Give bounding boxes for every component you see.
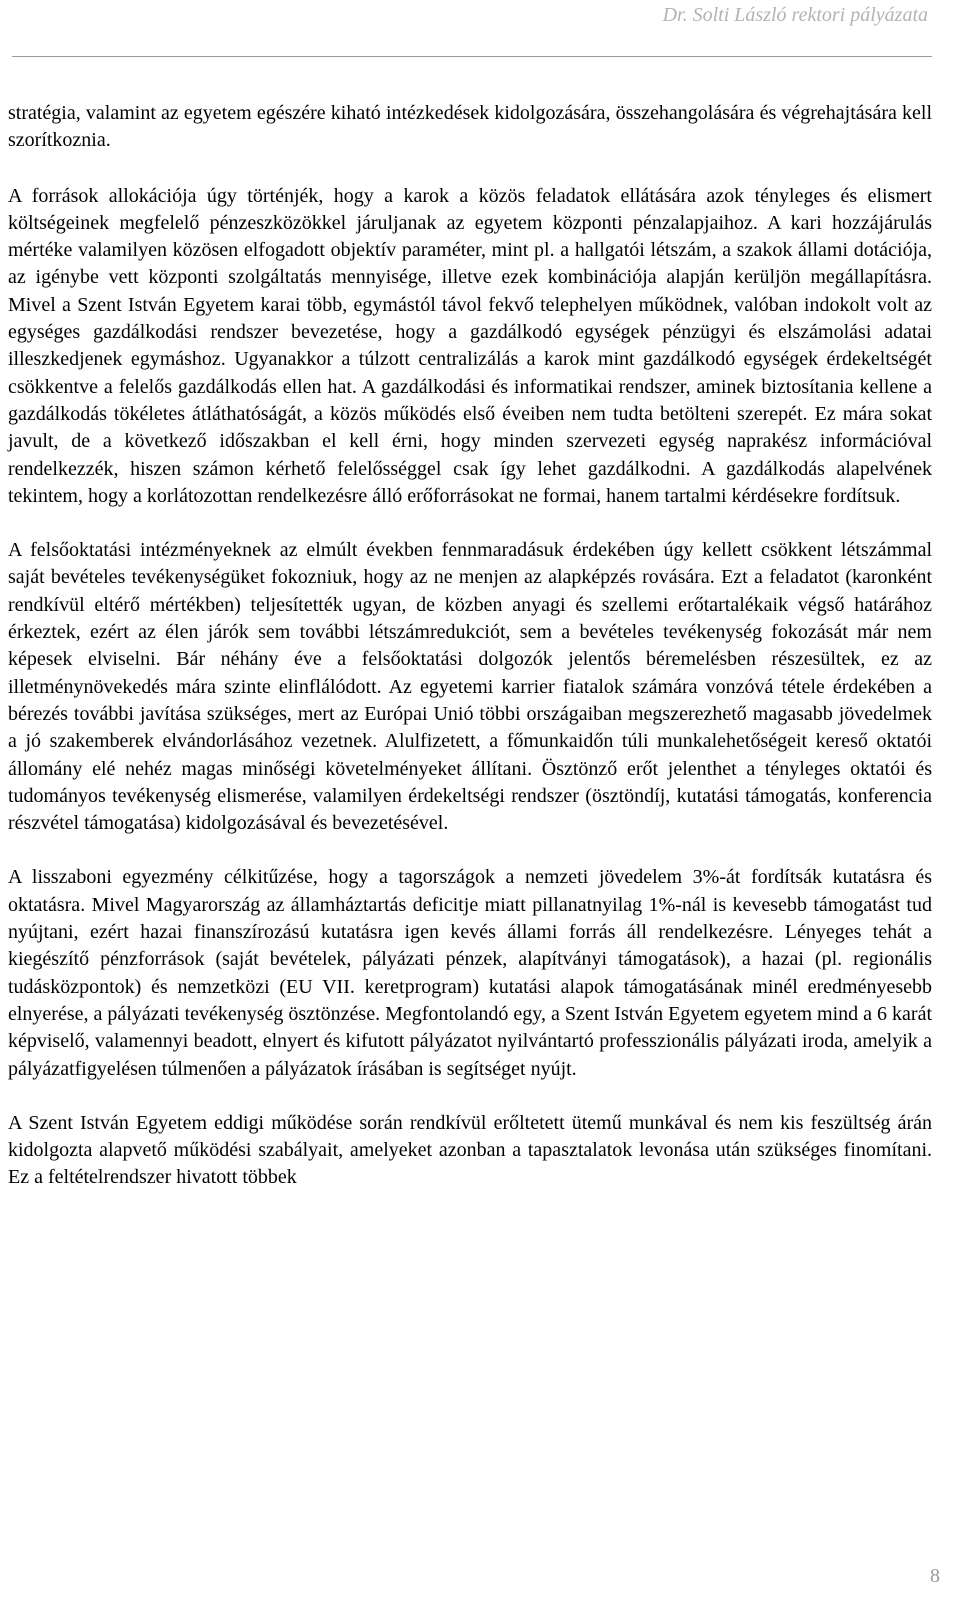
paragraph-5: A Szent István Egyetem eddigi működése során rendkívül erőltetett ütemű munkával és nem kis feszültség árán kidolgozta alapvető működési szabályait, amelyeket azonban a tapasztalatok levonása után szükséges finomítani. Ez a feltételrendszer hivatott többek (8, 1111, 932, 1189)
running-header: Dr. Solti László rektori pályázata (662, 4, 928, 26)
paragraph-1: stratégia, valamint az egyetem egészére kiható intézkedések kidolgozására, összehangolására és végrehajtására kell szorítkoznia. (8, 102, 932, 152)
paragraph-4: A lisszaboni egyezmény célkitűzése, hogy a tagországok a nemzeti jövedelem 3%-át fordítsák kutatásra és oktatásra. Mivel Magyarország az államháztartás deficitje miatt pillanatnyilag 1%-nál is kevesebb támogatást tud nyújtani, ezért hazai finanszírozású kutatásra igen kevés állami forrás áll rendelkezésre. Lényeges tehát a kiegészítő pénzforrások (saját bevételek, pályázati pénzek, alapítványi támogatások), a hazai (pl. regionális tudásközpontok) és nemzetközi (EU VII. keretprogram) kutatási alapok támogatásának minél eredményesebb elnyerése, a pályázati tevékenység ösztönzése. Megfontolandó egy, a Szent István Egyetem egyetem mind a 6 karát képviselő, valamennyi beadott, elnyert és kifutott pályázatot nyilvántartó professzionális pályázati iroda, amelyik a pályázatfigyelésen túlmenően a pályázatok írásában is segítséget nyújt. (8, 866, 932, 1080)
document-body (8, 100, 932, 1219)
paragraph-3: A felsőoktatási intézményeknek az elmúlt években fennmaradásuk érdekében úgy kellett csökkent létszámmal saját bevételes tevékenységüket fokozniuk, hogy az ne menjen az alapképzés rovására. Ezt a feladatot (karonként rendkívül eltérő mértékben) teljesítették ugyan, de közben anyagi és szellemi erőtartalékaik végső határához érkeztek, ezért az élen járók sem további létszámredukciót, sem a bevételes tevékenység fokozását már nem képesek elviselni. Bár néhány éve a felsőoktatási dolgozók jelentős béremelésben részesültek, ez az illetménynövekedés mára szinte elinflálódott. Az egyetemi karrier fiatalok számára vonzóvá tétele érdekében a bérezés további javítása szükséges, mert az Európai Unió többi országaiban megszerezhető magasabb jövedelmek a jó szakemberek elvándorlásához vezetnek. Alulfizetett, a főmunkaidőn túli munkalehetőségeit kereső oktatói állomány elé nehéz magas minőségi követelményeket állítani. Ösztönző erőt jelenthet a tényleges oktatói és tudományos tevékenység elismerése, valamilyen érdekeltségi rendszer (ösztöndíj, kutatási támogatás, konferencia részvétel támogatása) kidolgozásával és bevezetésével. (8, 539, 932, 835)
paragraph-2: A források allokációja úgy történjék, hogy a karok a közös feladatok ellátására azok tényleges és elismert költségeinek megfelelő pénzeszközökkel járuljanak az egyetem központi pénzalapjaihoz. A kari hozzájárulás mértéke valamilyen közösen elfogadott objektív paraméter, mint pl. a hallgatói létszám, a szakok állami dotációja, az igénybe vett központi szolgáltatás mennyisége, illetve ezek kombinációja alapján kerüljön megállapításra. Mivel a Szent István Egyetem karai több, egymástól távol fekvő telephelyen működnek, valóban indokolt volt az egységes gazdálkodási rendszer bevezetése, hogy a gazdálkodó egységek pénzügyi és elszámolási adatai illeszkedjenek egymáshoz. Ugyanakkor a túlzott centralizálás a karok mint gazdálkodó egységek érdekeltségét csökkentve a felelős gazdálkodás ellen hat. A gazdálkodási és informatikai rendszer, aminek biztosítania kellene a gazdálkodás tökéletes átláthatóságát, a közös működés első éveiben nem tudta betölteni szerepét. Ez mára sokat javult, de a következő időszakban el kell érni, hogy minden szervezeti egység naprakész információval rendelkezzék, hiszen számon kérhető felelősséggel csak így lehet gazdálkodni. A gazdálkodás alapelvének tekintem, hogy a korlátozottan rendelkezésre álló erőforrásokat ne formai, hanem tartalmi kérdésekre fordítsuk. (8, 184, 932, 507)
header-divider (12, 56, 932, 57)
page-number: 8 (930, 1565, 940, 1587)
